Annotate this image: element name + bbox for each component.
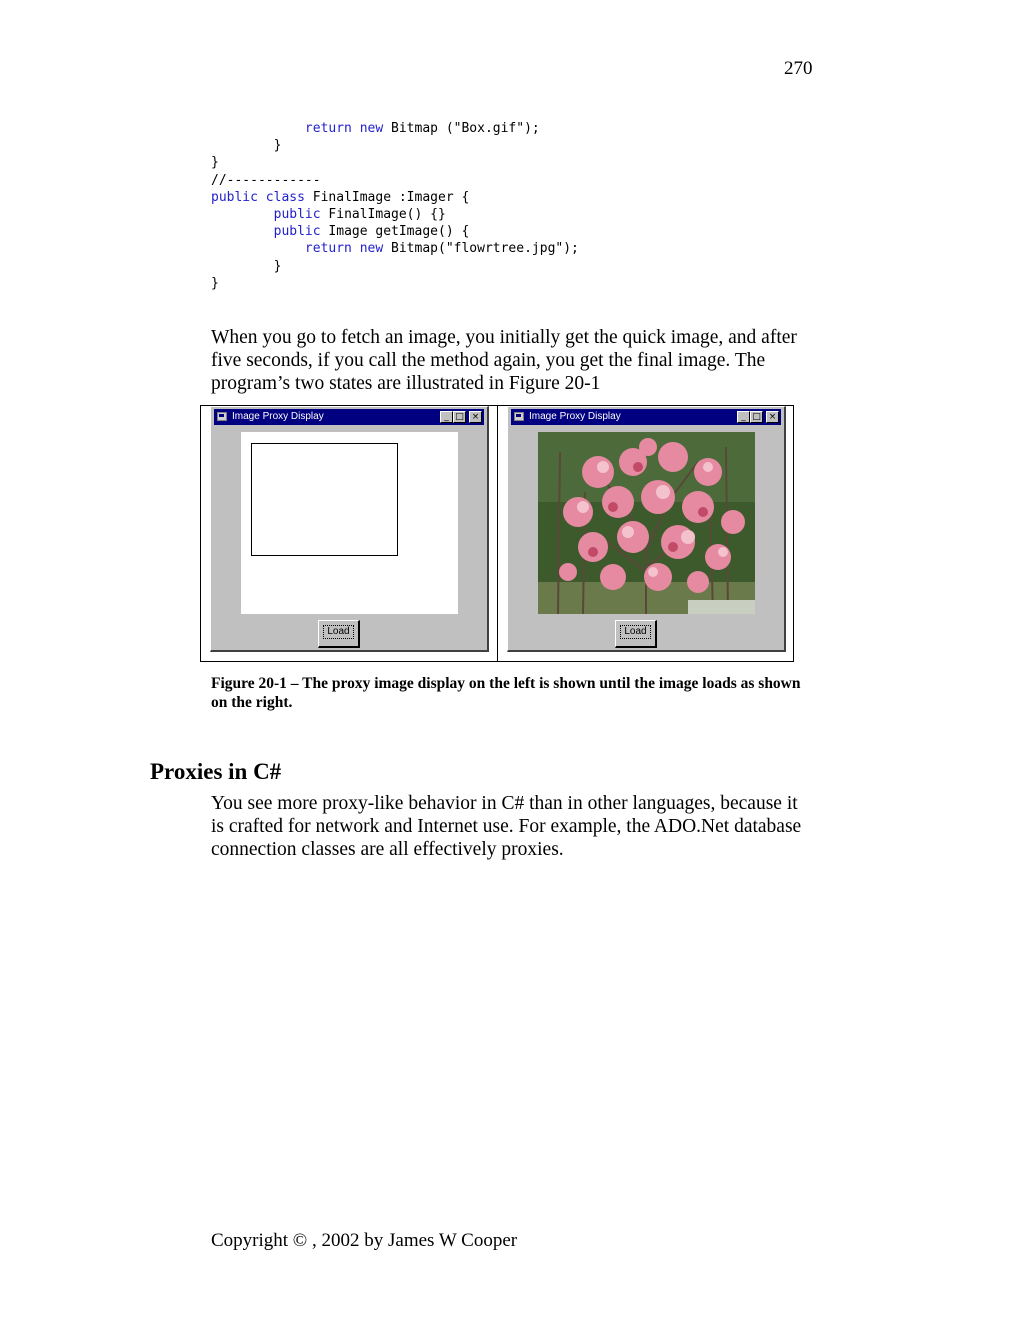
code-listing bbox=[211, 120, 579, 292]
code-text bbox=[352, 121, 360, 136]
code-line bbox=[211, 137, 579, 154]
code-text bbox=[211, 241, 305, 256]
proxy-window-after-load bbox=[507, 406, 786, 652]
code-line bbox=[211, 240, 579, 257]
close-icon[interactable]: × bbox=[766, 411, 779, 423]
window-title: Image Proxy Display bbox=[232, 411, 324, 422]
code-line bbox=[211, 154, 579, 171]
code-keyword: new bbox=[359, 121, 384, 136]
code-text bbox=[211, 121, 305, 136]
code-keyword: public bbox=[211, 189, 258, 205]
load-button[interactable] bbox=[615, 620, 657, 648]
code-text: FinalImage() {} bbox=[320, 207, 446, 223]
code-text bbox=[211, 224, 274, 239]
body-paragraph-1: When you go to fetch an image, you initially get the quick image, and after five seconds, if you call the method again, you get the final image. The program’s two states are illustrated in Figure 20-1 bbox=[211, 327, 797, 394]
placeholder-box-image bbox=[251, 443, 398, 556]
code-keyword: public bbox=[273, 224, 321, 240]
page-number: 270 bbox=[784, 58, 813, 79]
minimize-icon[interactable]: _ bbox=[440, 411, 453, 423]
window-title: Image Proxy Display bbox=[529, 411, 621, 422]
minimize-icon[interactable]: _ bbox=[737, 411, 750, 423]
picture-box bbox=[241, 432, 458, 614]
code-text: } bbox=[211, 138, 282, 154]
close-icon[interactable]: × bbox=[469, 411, 482, 423]
load-button[interactable] bbox=[318, 620, 360, 648]
code-line bbox=[211, 189, 579, 206]
figure-divider bbox=[497, 405, 498, 662]
app-window-icon bbox=[514, 412, 524, 421]
maximize-icon[interactable]: □ bbox=[453, 411, 466, 423]
code-text: } bbox=[211, 258, 282, 274]
code-text: } bbox=[211, 155, 219, 171]
copyright-footer: Copyright © , 2002 by James W Cooper bbox=[211, 1230, 518, 1251]
code-line bbox=[211, 120, 579, 137]
code-text: Image getImage() { bbox=[320, 224, 470, 240]
window-titlebar[interactable] bbox=[511, 409, 781, 425]
load-button-label: Load bbox=[620, 625, 650, 639]
maximize-icon[interactable]: □ bbox=[750, 411, 763, 423]
window-titlebar[interactable] bbox=[214, 409, 484, 425]
code-text: } bbox=[211, 275, 219, 291]
code-text: //------------ bbox=[211, 172, 321, 188]
code-text bbox=[258, 190, 266, 205]
code-line bbox=[211, 258, 579, 275]
code-keyword: new bbox=[359, 241, 384, 257]
flowering-tree-photo bbox=[538, 432, 755, 614]
app-window-icon bbox=[217, 412, 227, 421]
code-text bbox=[352, 241, 360, 256]
figure-caption: Figure 20-1 – The proxy image display on the left is shown until the image loads as shown on the right. bbox=[211, 675, 801, 711]
load-button-label: Load bbox=[323, 625, 353, 639]
code-line bbox=[211, 206, 579, 223]
section-heading: Proxies in C# bbox=[150, 759, 282, 784]
code-line bbox=[211, 172, 579, 189]
body-paragraph-2: You see more proxy-like behavior in C# than in other languages, because it is crafted for network and Internet use. For example, the ADO.Net database connection classes are all effectively proxies. bbox=[211, 793, 802, 860]
code-text bbox=[211, 207, 274, 222]
code-keyword: class bbox=[265, 189, 305, 205]
code-keyword: public bbox=[273, 207, 321, 223]
code-keyword: return bbox=[304, 241, 352, 257]
code-line bbox=[211, 275, 579, 292]
code-keyword: return bbox=[304, 121, 352, 136]
code-text: Bitmap ("Box.gif"); bbox=[383, 121, 540, 136]
code-line bbox=[211, 223, 579, 240]
proxy-window-before-load bbox=[210, 406, 489, 652]
code-text: FinalImage :Imager { bbox=[304, 189, 470, 205]
code-text: Bitmap("flowrtree.jpg"); bbox=[383, 241, 579, 257]
